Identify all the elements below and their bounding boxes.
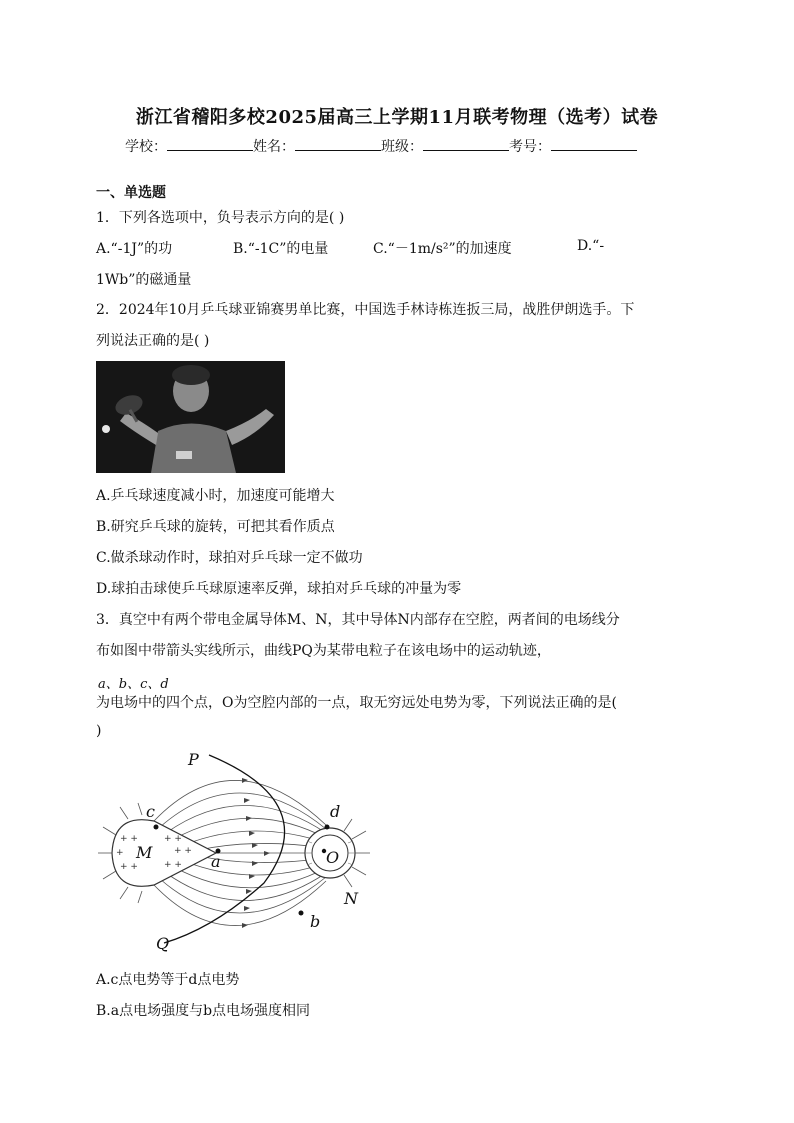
q1-option-c: C.“－1m/s²”的加速度 — [373, 241, 512, 257]
label-N: N — [344, 889, 358, 908]
q3-points-label: a、b、c、d — [98, 677, 169, 692]
svg-text:+ +: + + — [120, 862, 138, 872]
q1-stem: 1．下列各选项中，负号表示方向的是( ) — [96, 210, 345, 226]
svg-text:+ +: + + — [164, 860, 182, 870]
q2-option-d: D.球拍击球使乒乓球原速率反弹，球拍对乒乓球的冲量为零 — [96, 581, 462, 597]
label-Q: Q — [156, 934, 170, 953]
q2-option-b: B.研究乒乓球的旋转，可把其看作质点 — [96, 519, 335, 535]
name-label: 姓名： — [253, 139, 295, 155]
q3-stem-line2: 布如图中带箭头实线所示，曲线PQ为某带电粒子在该电场中的运动轨迹， — [96, 643, 551, 659]
school-blank[interactable] — [167, 136, 253, 151]
svg-text:+ +: + + — [164, 834, 182, 844]
section-heading: 一、单选题 — [96, 185, 166, 201]
q2-stem-line2: 列说法正确的是( ) — [96, 333, 210, 349]
q3-stem-line3: 为电场中的四个点，O为空腔内部的一点，取无穷远处电势为零，下列说法正确的是( — [96, 695, 617, 711]
school-label: 学校： — [125, 139, 167, 155]
label-d: d — [330, 802, 341, 821]
label-P: P — [188, 750, 199, 769]
label-b: b — [310, 912, 321, 931]
q1-option-a: A.“-1J”的功 — [96, 241, 173, 257]
label-O: O — [326, 848, 340, 867]
q2-option-c: C.做杀球动作时，球拍对乒乓球一定不做功 — [96, 550, 363, 566]
q2-stem-line1: 2．2024年10月乒乓球亚锦赛男单比赛，中国选手林诗栋连扳三局，战胜伊朗选手。下 — [96, 302, 635, 318]
number-blank[interactable] — [551, 136, 637, 151]
q3-stem-line1: 3．真空中有两个带电金属导体M、N，其中导体N内部存在空腔，两者间的电场线分 — [96, 612, 620, 628]
table-tennis-photo — [96, 361, 285, 473]
q3-stem-line4: ) — [96, 723, 102, 739]
q2-option-a: A.乒乓球速度减小时，加速度可能增大 — [96, 488, 335, 504]
class-label: 班级： — [381, 139, 423, 155]
label-M: M — [136, 843, 153, 862]
svg-text:+: + — [116, 848, 124, 858]
exam-title: 浙江省稽阳多校2025届高三上学期11月联考物理（选考）试卷 — [135, 107, 659, 128]
q3-option-a: A.c点电势等于d点电势 — [96, 972, 240, 988]
student-info-row — [125, 136, 637, 156]
name-blank[interactable] — [295, 136, 381, 151]
q1-option-b: B.“-1C”的电量 — [233, 241, 329, 257]
q1-option-d-cont: 1Wb”的磁通量 — [96, 272, 192, 288]
q3-option-b: B.a点电场强度与b点电场强度相同 — [96, 1003, 311, 1019]
svg-text:+ +: + + — [120, 834, 138, 844]
electric-field-diagram — [94, 743, 376, 953]
class-blank[interactable] — [423, 136, 509, 151]
label-c: c — [146, 802, 155, 821]
svg-text:+ +: + + — [174, 846, 192, 856]
q1-option-d: D.“- — [577, 238, 605, 254]
number-label: 考号： — [509, 139, 551, 155]
label-a: a — [211, 852, 221, 871]
